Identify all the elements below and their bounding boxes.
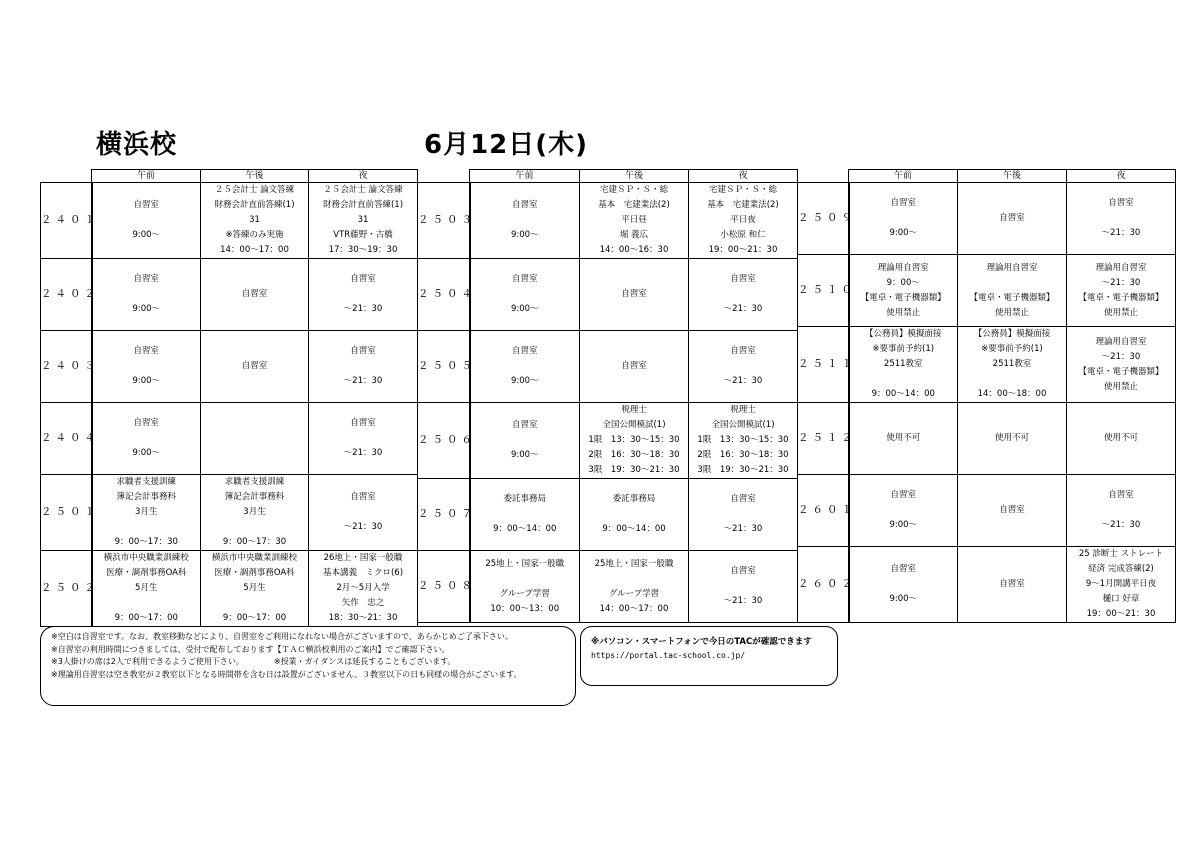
room-number: ２５０７ bbox=[418, 479, 470, 551]
header-blank bbox=[41, 170, 92, 183]
cell-line: 5月生 bbox=[243, 583, 266, 593]
cell-line: ～21：30 bbox=[1101, 277, 1141, 288]
cell-line: 使用不可 bbox=[1103, 433, 1138, 443]
cell-line: ～21：30 bbox=[343, 448, 383, 458]
room-number: ２５０２ bbox=[41, 551, 92, 627]
cell-line: ２５会計士 論文答練 bbox=[214, 185, 295, 195]
cell-line: 自習室 bbox=[133, 200, 159, 210]
schedule-cell bbox=[1067, 475, 1176, 547]
schedule-cell bbox=[580, 551, 689, 623]
room-row bbox=[41, 475, 418, 551]
cell-line bbox=[309, 431, 417, 446]
cell-line: 経済 完成答練(2) bbox=[1088, 564, 1154, 574]
room-row bbox=[418, 551, 798, 623]
cell-line: 横浜市中央職業訓練校 bbox=[211, 553, 297, 563]
room-number: ２５０８ bbox=[418, 551, 470, 623]
cell-line: 18：30～21：30 bbox=[328, 613, 398, 623]
cell-line: 自習室 bbox=[730, 346, 756, 356]
cell-line bbox=[471, 507, 580, 522]
room-number: ２５０５ bbox=[418, 331, 470, 403]
cell-line: 2月～5月入学 bbox=[336, 583, 390, 593]
cell-line: 自習室 bbox=[133, 418, 159, 428]
cell-line: グループ学習 bbox=[499, 588, 550, 599]
cell-line: 25地上・国家一般職 bbox=[485, 558, 565, 569]
header-night: 夜 bbox=[309, 170, 418, 183]
cell-line: 自習室 bbox=[890, 564, 916, 574]
cell-line: 使用禁止 bbox=[1103, 307, 1138, 318]
cell-line: 理論用自習室 bbox=[1095, 262, 1147, 273]
schedule-cell bbox=[849, 183, 958, 255]
schedule-date: 6月12日(木) bbox=[424, 130, 589, 160]
cell-line: ～21：30 bbox=[1101, 228, 1141, 238]
schedule-cell bbox=[470, 259, 580, 331]
cell-line bbox=[689, 579, 797, 594]
cell-line: 税理士 bbox=[730, 405, 756, 415]
room-number: ２６０１ bbox=[798, 475, 849, 547]
schedule-cell bbox=[92, 551, 201, 627]
cell-line: ～21：30 bbox=[723, 524, 763, 534]
cell-line: 自習室 bbox=[1108, 490, 1134, 500]
cell-line: 【公務員】模擬面接 bbox=[864, 329, 942, 339]
cell-line: 3月生 bbox=[135, 507, 158, 517]
schedule-cell bbox=[958, 547, 1067, 623]
cell-line: 理論用自習室 bbox=[877, 262, 929, 273]
schedule-cell bbox=[201, 259, 309, 331]
cell-line: 自習室 bbox=[730, 566, 756, 576]
cell-line: 矢作 忠之 bbox=[341, 598, 385, 608]
cell-line: 自習室 bbox=[133, 346, 159, 356]
header-night: 夜 bbox=[689, 170, 798, 183]
room-row bbox=[41, 403, 418, 475]
cell-line bbox=[309, 359, 417, 374]
cell-line bbox=[471, 572, 580, 587]
cell-line: ～21：30 bbox=[1101, 351, 1141, 362]
cell-line: 3月生 bbox=[243, 507, 266, 517]
cell-line: 9：00～14：00 bbox=[493, 524, 557, 534]
room-number: ２４０３ bbox=[41, 331, 92, 403]
schedule-cell bbox=[580, 403, 689, 479]
room-row bbox=[418, 331, 798, 403]
cell-line bbox=[201, 596, 308, 611]
cell-line: 委託事務局 bbox=[612, 494, 656, 504]
room-row bbox=[798, 547, 1176, 623]
cell-line bbox=[850, 372, 958, 387]
cell-line: 自習室 bbox=[511, 274, 538, 284]
cell-line bbox=[93, 359, 201, 374]
room-row bbox=[41, 183, 418, 259]
school-name: 横浜校 bbox=[96, 130, 178, 160]
cell-line: 1限 13：30～15：30 bbox=[588, 435, 680, 445]
cell-line: ～21：30 bbox=[723, 376, 763, 386]
schedule-cell bbox=[958, 183, 1067, 255]
cell-line: 9：00～17：30 bbox=[114, 537, 178, 547]
room-row bbox=[418, 403, 798, 479]
schedule-cell bbox=[201, 183, 309, 259]
cell-line: 【電卓・電子機器類】 bbox=[1078, 292, 1164, 303]
cell-line: 【電卓・電子機器類】 bbox=[1078, 366, 1164, 377]
room-row bbox=[798, 475, 1176, 547]
cell-line: 9:00～ bbox=[889, 520, 918, 530]
room-number: ２５０６ bbox=[418, 403, 470, 479]
room-number: ２４０２ bbox=[41, 259, 92, 331]
schedule-table-3 bbox=[797, 169, 1176, 623]
cell-line: ※要事前予約(1) bbox=[981, 344, 1043, 354]
cell-line bbox=[850, 577, 958, 592]
cell-line bbox=[471, 287, 580, 302]
schedule-cell bbox=[92, 259, 201, 331]
cell-line: 31 bbox=[249, 215, 260, 225]
schedule-cell bbox=[201, 331, 309, 403]
cell-line: 自習室 bbox=[730, 494, 756, 504]
cell-line: 2限 16：30～18：30 bbox=[697, 450, 789, 460]
cell-line: 9:00～ bbox=[132, 230, 161, 240]
cell-line: 9:00～ bbox=[510, 230, 539, 240]
schedule-cell bbox=[470, 183, 580, 259]
cell-line: 自習室 bbox=[133, 274, 159, 284]
cell-line: 14：00～17：00 bbox=[599, 603, 669, 614]
cell-line: 全国公開模試(1) bbox=[602, 420, 666, 430]
schedule-cell bbox=[689, 183, 798, 259]
cell-line: ２５会計士 論文答練 bbox=[323, 185, 403, 195]
schedule-cell bbox=[470, 403, 580, 479]
cell-line: 委託事務局 bbox=[503, 494, 546, 504]
room-number: ２４０１ bbox=[41, 183, 92, 259]
cell-line: 2511教室 bbox=[883, 359, 923, 369]
room-row bbox=[798, 183, 1176, 255]
cell-line: 横浜市中央職業訓練校 bbox=[103, 553, 189, 563]
schedule-cell bbox=[92, 403, 201, 475]
cell-line: 小松原 和仁 bbox=[720, 230, 766, 240]
header-afternoon: 午後 bbox=[958, 170, 1067, 183]
cell-line: ※要事前予約(1) bbox=[872, 344, 935, 354]
cell-line: 財務会計直前答練(1) bbox=[322, 200, 404, 210]
cell-line: 樋口 好章 bbox=[1102, 594, 1140, 604]
cell-line: 自習室 bbox=[241, 361, 268, 371]
cell-line bbox=[471, 213, 580, 228]
schedule-cell bbox=[958, 475, 1067, 547]
room-number: ２４０４ bbox=[41, 403, 92, 475]
room-number: ２５１０ bbox=[798, 255, 849, 327]
cell-line bbox=[93, 596, 201, 611]
cell-line bbox=[201, 520, 308, 535]
schedule-table-1 bbox=[40, 169, 418, 627]
cell-line bbox=[689, 359, 797, 374]
schedule-cell bbox=[309, 475, 418, 551]
schedule-cell bbox=[1067, 183, 1176, 255]
cell-line: ～21：30 bbox=[723, 304, 763, 314]
cell-line: 【電卓・電子機器類】 bbox=[860, 292, 946, 303]
schedule-cell bbox=[470, 331, 580, 403]
cell-line: 平日昼 bbox=[621, 215, 647, 225]
room-row bbox=[418, 259, 798, 331]
cell-line: ～21：30 bbox=[1101, 520, 1141, 530]
schedule-cell bbox=[580, 259, 689, 331]
schedule-cell bbox=[849, 547, 958, 623]
cell-line: 全国公開模試(1) bbox=[711, 420, 775, 430]
cell-line: 使用禁止 bbox=[994, 307, 1029, 318]
cell-line bbox=[580, 572, 688, 587]
cell-line bbox=[309, 287, 417, 302]
schedule-cell bbox=[849, 327, 958, 403]
room-row bbox=[41, 331, 418, 403]
cell-line: 自習室 bbox=[350, 346, 376, 356]
schedule-cell bbox=[689, 403, 798, 479]
room-row bbox=[418, 183, 798, 259]
cell-line: 求職者支援訓練 bbox=[116, 477, 176, 487]
schedule-cell bbox=[309, 403, 418, 475]
cell-line: 9：00～17：30 bbox=[222, 537, 287, 547]
schedule-cell bbox=[849, 475, 958, 547]
schedule-cell bbox=[1067, 547, 1176, 623]
portal-url[interactable]: https://portal.tac-school.co.jp/ bbox=[591, 651, 746, 660]
cell-line bbox=[93, 287, 201, 302]
cell-line: ～21：30 bbox=[723, 596, 763, 606]
room-number: ２５０３ bbox=[418, 183, 470, 259]
cell-line: 堀 義広 bbox=[619, 230, 649, 240]
cell-line: 14：00～18：00 bbox=[977, 389, 1047, 399]
cell-line bbox=[580, 507, 688, 522]
schedule-cell bbox=[1067, 255, 1176, 327]
cell-line bbox=[93, 431, 201, 446]
cell-line: 宅建ＳＰ・Ｓ・総 bbox=[708, 185, 777, 195]
room-row bbox=[41, 259, 418, 331]
schedule-cell bbox=[309, 259, 418, 331]
cell-line bbox=[471, 359, 580, 374]
cell-line: ～21：30 bbox=[343, 522, 383, 532]
cell-line bbox=[1067, 211, 1175, 226]
cell-line: 自習室 bbox=[621, 361, 647, 371]
header-morning: 午前 bbox=[470, 170, 580, 183]
schedule-cell bbox=[689, 479, 798, 551]
cell-line: 基本講義 ミクロ(6) bbox=[322, 568, 404, 578]
cell-line: 自習室 bbox=[730, 274, 756, 284]
cell-line: 自習室 bbox=[241, 289, 268, 299]
cell-line bbox=[309, 505, 417, 520]
header-afternoon: 午後 bbox=[201, 170, 309, 183]
header-blank bbox=[798, 170, 849, 183]
room-number: ２５０４ bbox=[418, 259, 470, 331]
room-row bbox=[41, 551, 418, 627]
cell-line bbox=[689, 287, 797, 302]
room-number: ２５０９ bbox=[798, 183, 849, 255]
cell-line: 自習室 bbox=[999, 579, 1025, 589]
cell-line bbox=[1067, 503, 1175, 518]
cell-line: 財務会計直前答練(1) bbox=[214, 200, 295, 210]
cell-line: 9:00～ bbox=[510, 450, 539, 460]
cell-line: 3限 19：30～21：30 bbox=[588, 465, 680, 475]
schedule-cell bbox=[92, 475, 201, 551]
schedule-cell bbox=[580, 331, 689, 403]
cell-line: 自習室 bbox=[350, 492, 376, 502]
schedule-cell bbox=[201, 475, 309, 551]
schedule-cell bbox=[470, 479, 580, 551]
cell-line: 26地上・国家一般職 bbox=[323, 553, 403, 563]
schedule-cell bbox=[1067, 403, 1176, 475]
schedule-cell bbox=[309, 551, 418, 627]
cell-line bbox=[471, 433, 580, 448]
schedule-cell bbox=[958, 255, 1067, 327]
cell-line: 使用不可 bbox=[994, 433, 1029, 443]
schedule-cell bbox=[689, 331, 798, 403]
room-number: ２５１１ bbox=[798, 327, 849, 403]
portal-info-box bbox=[580, 626, 838, 686]
room-number: ２６０２ bbox=[798, 547, 849, 623]
cell-line: 9:00～ bbox=[132, 448, 161, 458]
room-row bbox=[798, 327, 1176, 403]
cell-line: 自習室 bbox=[999, 213, 1025, 223]
header-morning: 午前 bbox=[92, 170, 201, 183]
cell-line: 25 診断士 ストレート bbox=[1078, 549, 1164, 559]
cell-line: 医療・調剤事務OA科 bbox=[214, 568, 295, 578]
cell-line: 9:00～ bbox=[510, 304, 539, 314]
portal-info-text: ※パソコン・スマートフォンで今日のTACが確認できます bbox=[591, 637, 812, 647]
cell-line: 17：30～19：30 bbox=[328, 245, 398, 255]
room-row bbox=[418, 479, 798, 551]
cell-line: 【電卓・電子機器類】 bbox=[969, 292, 1055, 303]
cell-line bbox=[850, 503, 958, 518]
cell-line: 税理士 bbox=[621, 405, 647, 415]
cell-line: ～21：30 bbox=[343, 304, 383, 314]
header-morning: 午前 bbox=[849, 170, 958, 183]
room-row bbox=[798, 255, 1176, 327]
schedule-cell bbox=[958, 403, 1067, 475]
cell-line: ～21：30 bbox=[343, 376, 383, 386]
cell-line: 自習室 bbox=[999, 505, 1025, 515]
cell-line: 使用禁止 bbox=[886, 307, 921, 318]
room-number: ２５１２ bbox=[798, 403, 849, 475]
cell-line: 14：00～16：30 bbox=[599, 245, 669, 255]
room-row bbox=[798, 403, 1176, 475]
cell-line: 9:00～ bbox=[889, 228, 918, 238]
header-afternoon: 午後 bbox=[580, 170, 689, 183]
cell-line: ※答練のみ実施 bbox=[225, 230, 284, 240]
cell-line: 9：00～14：00 bbox=[602, 524, 666, 534]
cell-line: 9:00～ bbox=[510, 376, 539, 386]
cell-line: 基本 宅建業法(2) bbox=[598, 200, 670, 210]
cell-line: 簿記会計事務科 bbox=[224, 492, 285, 502]
cell-line: 自習室 bbox=[890, 198, 916, 208]
schedule-cell bbox=[309, 331, 418, 403]
note-line: ※空白は自習室です。なお、教室移動などにより、自習室をご利用になれない場合がございますので、あらかじめご了承下さい。 bbox=[51, 632, 513, 641]
cell-line: 自習室 bbox=[621, 289, 647, 299]
cell-line: 19：00～21：30 bbox=[708, 245, 778, 255]
schedule-cell bbox=[580, 479, 689, 551]
schedule-table-2 bbox=[417, 169, 798, 623]
note-line: ※自習室の利用時間につきましては、受付で配布しております【ＴＡＣ横浜校利用のご案内】でご確認下さい。 bbox=[51, 644, 450, 654]
cell-line: 9：00～ bbox=[886, 277, 920, 288]
cell-line: 3限 19：30～21：30 bbox=[697, 465, 789, 475]
cell-line: 自習室 bbox=[511, 200, 538, 210]
cell-line: 25地上・国家一般職 bbox=[594, 558, 674, 569]
cell-line bbox=[958, 276, 1066, 291]
cell-line: 自習室 bbox=[511, 420, 538, 430]
note-line: ※理論用自習室は空き教室が２教室以下となる時間帯を含む日は設置がございません、３教室以下の日も同様の場合がございます。 bbox=[51, 669, 522, 679]
cell-line: 自習室 bbox=[890, 490, 916, 500]
cell-line: 理論用自習室 bbox=[1095, 336, 1147, 347]
schedule-cell bbox=[958, 327, 1067, 403]
schedule-cell bbox=[201, 551, 309, 627]
cell-line: 医療・調剤事務OA科 bbox=[106, 568, 187, 578]
schedule-cell bbox=[309, 183, 418, 259]
cell-line: 自習室 bbox=[511, 346, 538, 356]
cell-line: 9:00～ bbox=[132, 304, 161, 314]
cell-line: 9：00～17：00 bbox=[222, 613, 287, 623]
cell-line: 自習室 bbox=[1108, 198, 1134, 208]
cell-line: 自習室 bbox=[350, 418, 376, 428]
cell-line bbox=[850, 211, 958, 226]
cell-line: 自習室 bbox=[350, 274, 376, 284]
cell-line: 【公務員】模擬面接 bbox=[973, 329, 1051, 339]
cell-line bbox=[689, 507, 797, 522]
cell-line: 9：00～14：00 bbox=[871, 389, 935, 399]
cell-line: 宅建ＳＰ・Ｓ・総 bbox=[599, 185, 668, 195]
cell-line: 5月生 bbox=[135, 583, 158, 593]
schedule-cell bbox=[470, 551, 580, 623]
cell-line: 2511教室 bbox=[992, 359, 1032, 369]
cell-line bbox=[958, 372, 1066, 387]
header-blank bbox=[418, 170, 470, 183]
cell-line: 1限 13：30～15：30 bbox=[697, 435, 789, 445]
schedule-cell bbox=[201, 403, 309, 475]
schedule-cell bbox=[1067, 327, 1176, 403]
schedule-cell bbox=[92, 183, 201, 259]
cell-line: 14：00～17：00 bbox=[220, 245, 289, 255]
cell-line: 求職者支援訓練 bbox=[224, 477, 285, 487]
room-number: ２５０１ bbox=[41, 475, 92, 551]
cell-line: グループ学習 bbox=[608, 588, 660, 599]
cell-line: 使用不可 bbox=[886, 433, 921, 443]
schedule-cell bbox=[849, 403, 958, 475]
cell-line: 9：00～17：00 bbox=[114, 613, 178, 623]
cell-line: 9:00～ bbox=[889, 594, 918, 604]
cell-line: 19：00～21：30 bbox=[1086, 609, 1156, 619]
schedule-cell bbox=[92, 331, 201, 403]
note-extension: ※授業・ガイダンスは延長することもございます。 bbox=[273, 657, 456, 667]
header-night: 夜 bbox=[1067, 170, 1176, 183]
cell-line: 9～1月開講平日夜 bbox=[1085, 579, 1157, 589]
notes-box bbox=[40, 626, 576, 706]
schedule-cell bbox=[849, 255, 958, 327]
cell-line: VTR藤野・古橋 bbox=[333, 230, 393, 240]
cell-line: 10：00～13：00 bbox=[490, 603, 560, 614]
schedule-cell bbox=[689, 551, 798, 623]
cell-line bbox=[93, 520, 201, 535]
note-seat: ※3人掛けの席は2人で利用できるようご使用下さい。 bbox=[51, 657, 244, 667]
schedule-cell bbox=[689, 259, 798, 331]
cell-line: 簿記会計事務科 bbox=[116, 492, 176, 502]
cell-line bbox=[93, 213, 201, 228]
cell-line: 31 bbox=[357, 215, 369, 225]
cell-line: 2限 16：30～18：30 bbox=[588, 450, 680, 460]
cell-line: 使用禁止 bbox=[1103, 381, 1138, 392]
schedule-cell bbox=[580, 183, 689, 259]
cell-line: 平日夜 bbox=[730, 215, 756, 225]
cell-line: 理論用自習室 bbox=[986, 262, 1038, 273]
note-line bbox=[51, 656, 575, 669]
cell-line: 基本 宅建業法(2) bbox=[707, 200, 779, 210]
cell-line: 9:00～ bbox=[132, 376, 161, 386]
